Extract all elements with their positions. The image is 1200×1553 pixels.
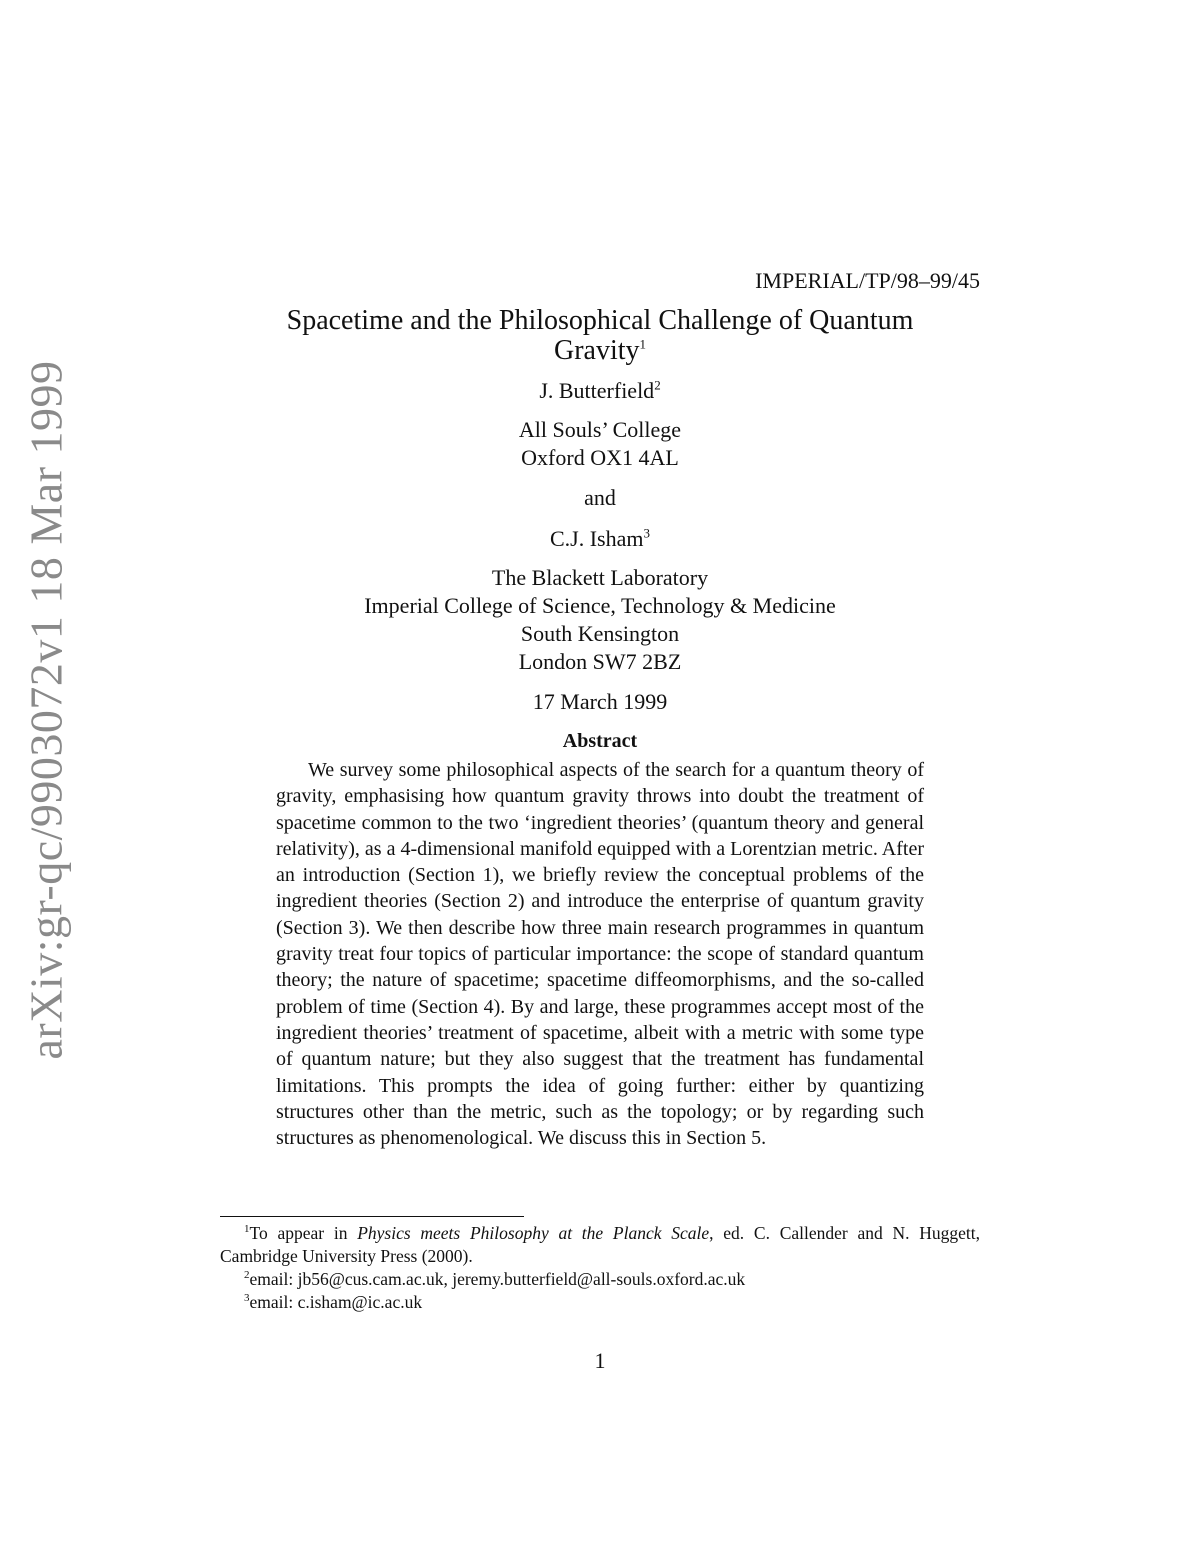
title-line-2 [220,336,980,366]
affiliation-line: Oxford OX1 4AL [521,445,679,470]
footnote-mark: 3 [244,1292,250,1305]
author-isham [220,525,980,553]
footnote-2 [220,1268,980,1291]
affiliation-imperial [220,564,980,676]
affiliation-line: South Kensington [520,621,680,646]
author-footnote-mark: 3 [643,525,650,541]
affiliation-all-souls [220,416,980,472]
paper-date: 17 March 1999 [532,689,668,714]
footnote-mark: 1 [244,1223,250,1236]
abstract-body: We survey some philosophical aspects of the search for a quantum theory of gravity, emphasising how quantum gravity throws into doubt the treatment of spacetime common to the two ‘ingredient theories’ (quantum theory and general relativity), as a 4-dimensional manifold equipped with a Lorentzian metric. After an introduction (Section 1), we briefly review the conceptual problems of the ingredient theories (Section 2) and introduce the enterprise of quantum gravity (Section 3). We then describe how three main research programmes in quantum gravity treat four topics of particular importance: the scope of standard quantum theory; the nature of spacetime; spacetime diffeomorphisms, and the so-called problem of time (Section 4). By and large, these programmes accept most of the ingredient theories’ treatment of spacetime, albeit with a metric with some type of quantum nature; but they also suggest that the treatment has fundamental limitations. This prompts the idea of going further: either by quantizing structures other than the metric, such as the topology; or by regarding such structures as phenomenological. We discuss this in Section 5. [276,759,924,1150]
footnote-text: , ed. C. Callender and N. Huggett, Cambridge University Press (2000). [220,1223,980,1266]
abstract-heading: Abstract [562,730,638,752]
footnote-text: email: c.isham@ic.ac.uk [249,1292,423,1312]
affiliation-line: All Souls’ College [518,417,682,442]
title-line-1: Spacetime and the Philosophical Challenge of Quantum [286,305,914,336]
author-name: J. Butterfield [539,378,655,403]
author-butterfield [220,377,980,405]
page-number: 1 [594,1348,606,1373]
affiliation-line: London SW7 2BZ [518,649,682,674]
report-number: IMPERIAL/TP/98–99/45 [755,268,980,293]
author-footnote-mark: 2 [654,377,661,393]
and-separator: and [584,485,616,510]
title-line-2-text: Gravity [553,335,640,366]
paper-title [220,306,980,366]
arxiv-side-stamp: arXiv:gr-qc/9903072v1 18 Mar 1999 [20,360,72,1060]
author-name: C.J. Isham [550,526,644,551]
footnote-text: email: jb56@cus.cam.ac.uk, jeremy.butterfield@all-souls.oxford.ac.uk [249,1269,746,1289]
affiliation-line: Imperial College of Science, Technology & Medicine [364,593,836,618]
footnote-mark: 2 [244,1269,250,1282]
affiliation-line: The Blackett Laboratory [491,565,709,590]
footnote-1 [220,1222,980,1268]
footnote-3 [220,1291,980,1314]
title-footnote-mark: 1 [639,336,647,352]
footnote-text: To appear in [249,1223,358,1243]
footnote-divider [220,1216,524,1217]
book-title: Physics meets Philosophy at the Planck Scale [357,1223,710,1243]
footnotes [220,1222,980,1314]
